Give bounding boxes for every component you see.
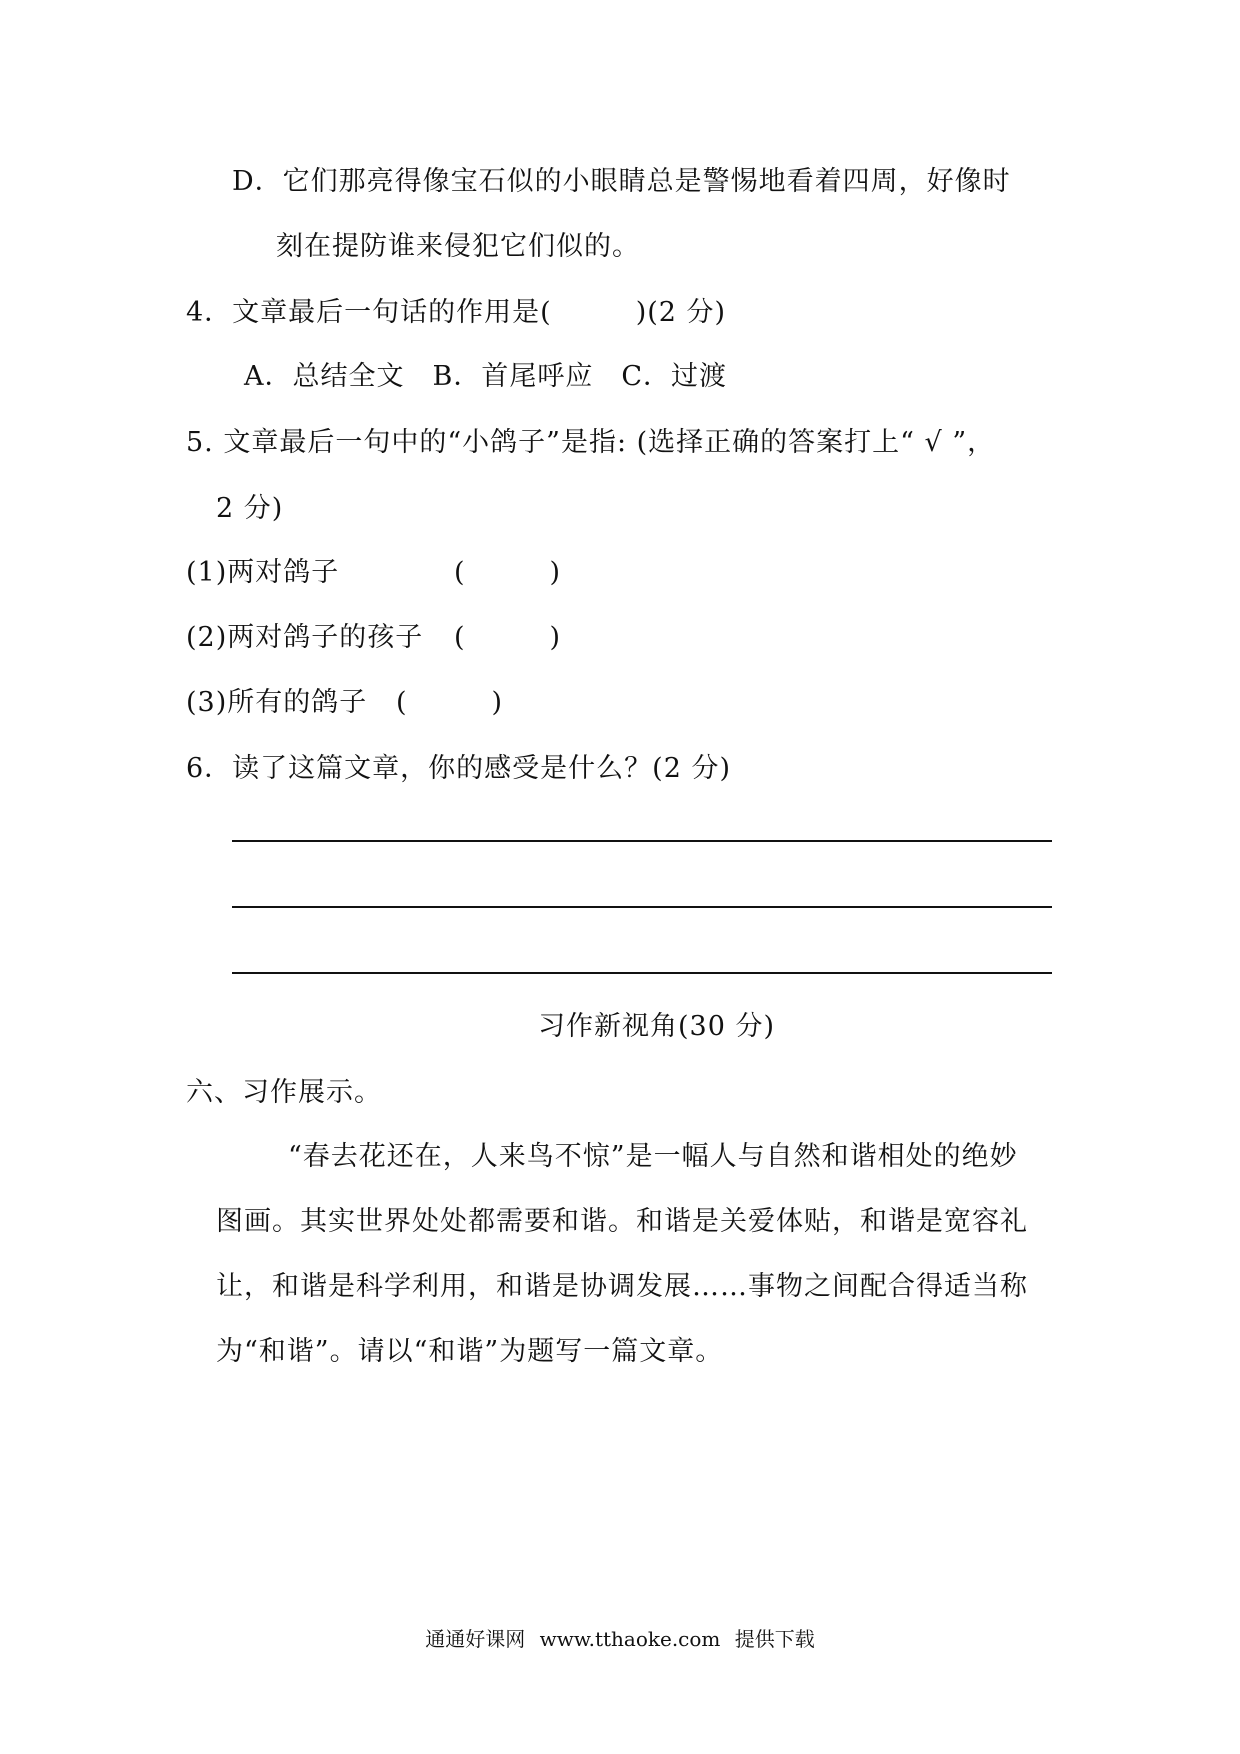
prompt-paragraph-line3: 让，和谐是科学利用，和谐是协调发展……事物之间配合得适当称: [216, 1271, 1028, 1302]
answer-line-2[interactable]: [232, 906, 1052, 908]
footer-site-name: 通通好课网: [425, 1627, 526, 1651]
q5-choice-1: [186, 556, 686, 590]
q5-choice-1-answer-box[interactable]: ( ): [454, 557, 562, 588]
q6-stem: 6．读了这篇文章，你的感受是什么？(2 分): [186, 753, 732, 784]
prompt-paragraph-line2: 图画。其实世界处处都需要和谐。和谐是关爱体贴，和谐是宽容礼: [216, 1206, 1028, 1237]
q5-stem-line2: 2 分): [216, 493, 284, 524]
q5-stem-line1: 5. 文章最后一句中的“小鸽子”是指: (选择正确的答案打上“ √ ”，: [186, 427, 996, 458]
prompt-paragraph-line4: 为“和谐”。请以“和谐”为题写一篇文章。: [216, 1336, 724, 1367]
q4-options: A．总结全文 B．首尾呼应 C．过渡: [244, 361, 727, 392]
answer-line-1[interactable]: [232, 840, 1052, 842]
q5-choice-2-answer-box[interactable]: ( ): [454, 622, 562, 653]
answer-line-3[interactable]: [232, 972, 1052, 974]
footer-suffix: 提供下载: [734, 1627, 815, 1651]
page-footer: [0, 1626, 1240, 1652]
q5-choice-1-label: (1)两对鸽子: [186, 557, 340, 588]
section-title: 习作新视角(30 分): [538, 1011, 776, 1042]
prompt-paragraph-line1: “春去花还在，人来鸟不惊”是一幅人与自然和谐相处的绝妙: [288, 1141, 1018, 1172]
section-heading: 六、习作展示。: [186, 1077, 382, 1108]
q5-choice-2-label: (2)两对鸽子的孩子: [186, 622, 424, 653]
q5-choice-3-answer-box[interactable]: ( ): [396, 687, 504, 718]
q3-option-d-line1: D．它们那亮得像宝石似的小眼睛总是警惕地看着四周，好像时: [232, 166, 1011, 197]
q5-choice-3-label: (3)所有的鸽子: [186, 687, 368, 718]
footer-url[interactable]: www.tthaoke.com: [539, 1627, 721, 1651]
q5-choice-2: [186, 621, 686, 655]
q5-choice-3: [186, 686, 686, 720]
q4-stem: 4．文章最后一句话的作用是( )(2 分): [186, 297, 727, 328]
q3-option-d-line2: 刻在提防谁来侵犯它们似的。: [276, 231, 640, 262]
